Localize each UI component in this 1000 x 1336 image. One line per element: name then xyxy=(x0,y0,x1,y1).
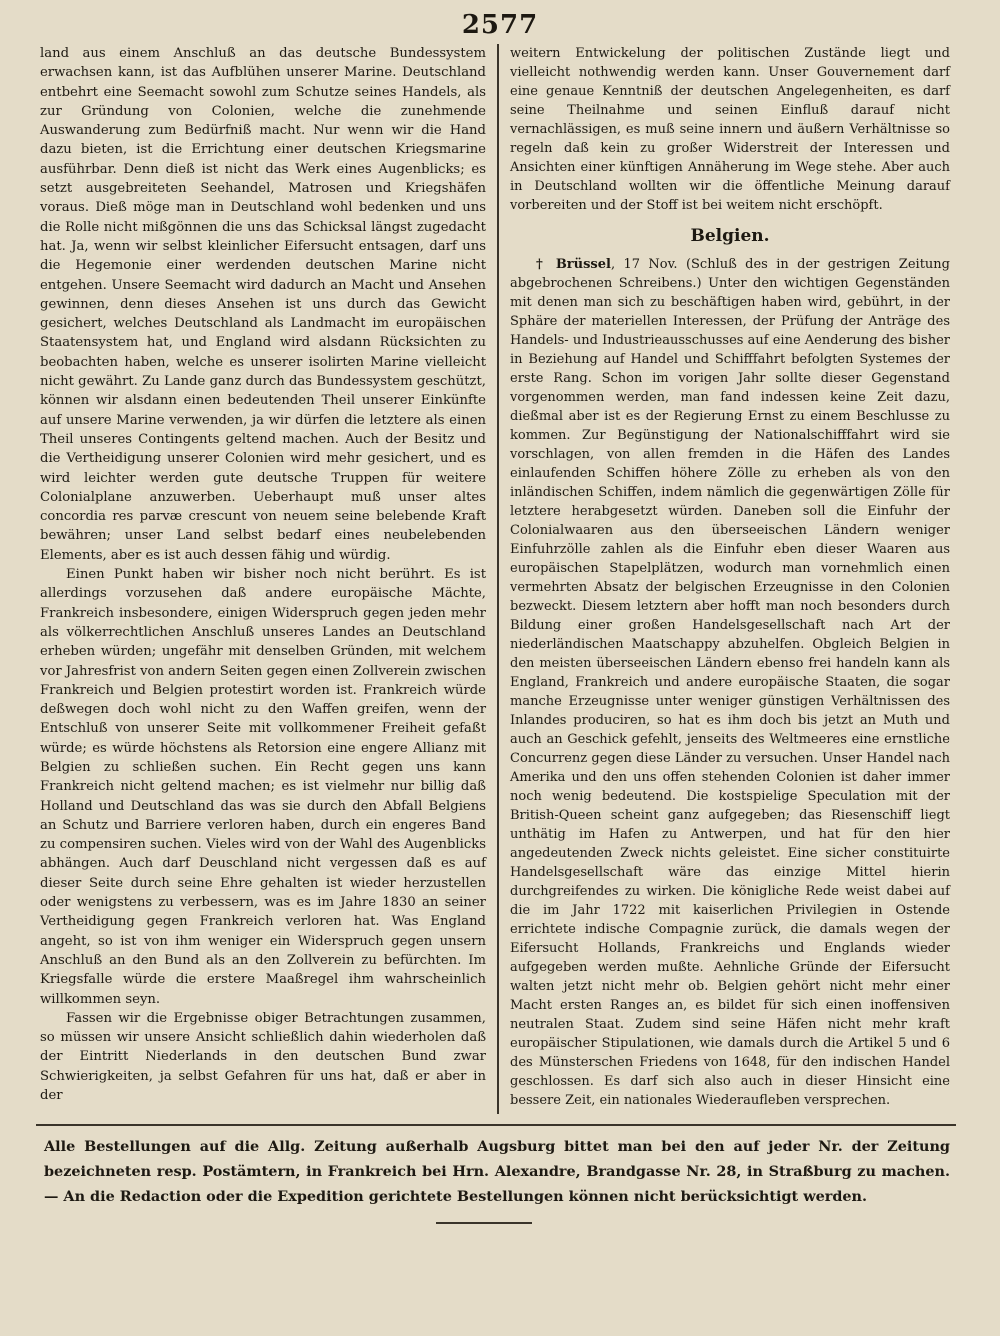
page-number: 2577 xyxy=(461,10,539,40)
article-text: (Schluß des in der gestrigen Zeitung abgebrochenen Schreibens.) Unter den wichtigen Gegenständen mit denen man sich zu beschäftigen haben wird, gebührt, in der Sphäre der materiellen Interessen, der Prüfung der Anträge des Handels- und Industrieausschusses auf eine Aenderung des bisher in Beziehung auf Handel und Schifffahrt befolgten Systemes der erste Rang. Schon im vorigen Jahr sollte dieser Gegenstand vorgenommen werden, man fand indessen keine Zeit dazu, dießmal aber ist es der Regierung Ernst zu einem Beschlusse zu kommen. Zur Begünstigung der Nationalschifffahrt wird sie vorschlagen, von allen fremden in die Häfen des Landes einlaufenden Schiffen höhere Zölle zu erheben als von den inländischen Schiffen, indem nämlich die gegenwärtigen Zölle für letztere herabgesetzt würden. Daneben soll die Einfuhr der Colonialwaaren aus den überseeischen Ländern weniger Einfuhrzölle zahlen als die Einfuhr eben dieser Waaren aus europäischen Stapelplätzen, wodurch man vornehmlich einen vermehrten Absatz der belgischen Erzeugnisse in den Colonien bezweckt. Diesem letztern aber hofft man noch besonders durch Bildung einer großen Handelsgesellschaft nach Art der niederländischen Maatschappy abzuhelfen. Obgleich Belgien in den meisten überseeischen Ländern ebenso frei handeln kann als England, Frankreich und andere europäische Staaten, die sogar manche Erzeugnisse unter weniger günstigen Verhältnissen des Inlandes produciren, so hat es ihm doch bis jetzt an Muth und auch an Geschick gefehlt, jenseits des Weltmeeres eine ernstliche Concurrenz gegen diese Länder zu versuchen. Unser Handel nach Amerika und den uns offen stehenden Colonien ist daher immer noch wenig bedeutend. Die kostspielige Speculation mit der British-Queen scheint ganz aufgegeben; das Riesenschiff liegt unthätig im Hafen zu Antwerpen, und hat für den hier angedeutenden Zweck nichts geleistet. Eine sicher constituirte Handelsgesellschaft wäre das einzige Mittel hierin durchgreifendes zu wirken. Die königliche Rede weist dabei auf die im Jahr 1722 mit kaiserlichen Privilegien in Ostende errichtete indische Compagnie zurück, die damals wegen der Eifersucht Hollands, Frankreichs und Englands wieder aufgegeben werden mußte. Aehnliche Gründe der Eifersucht walten jetzt nicht mehr ob. Belgien gehört nicht mehr einer Macht ersten Ranges an, es bildet für sich einen inoffensiven neutralen Staat. Zudem sind seine Häfen nicht mehr kraft europäischer Stipulationen, wie damals durch die Artikel 5 und 6 des Münsterschen Friedens von 1648, für den indischen Handel geschlossen. Es darf sich also auch in dieser Hinsicht eine bessere Zeit, ein nationales Wiederaufleben versprechen. xyxy=(510,257,950,1108)
footer-divider xyxy=(36,1124,956,1126)
subscription-notice: Alle Bestellungen auf die Allg. Zeitung außerhalb Augsburg bittet man bei den auf jeder Nr. der Zeitung bezeichneten resp. Postämtern, in Frankreich bei Hrn. Alexandre, Brandgasse Nr. 28, in Straßburg zu machen. — An die Redaction oder die Expedition gerichtete Bestellungen können nicht berücksichtigt werden. xyxy=(44,1138,950,1205)
left-column xyxy=(40,44,486,1116)
section-heading-belgien: Belgien. xyxy=(690,226,770,246)
dateline-place: † Brüssel xyxy=(536,257,611,272)
end-rule xyxy=(436,1222,532,1224)
right-continued-paragraph: weitern Entwickelung der politischen Zustände liegt und vielleicht nothwendig werden kann. Unser Gouvernement darf eine genaue Kenntniß der deutschen Angelegenheiten, es darf seine Theilnahme und seinen Einfluß darauf nicht vernachlässigen, es muß seine innern und äußern Verhältnisse so regeln daß kein zu großer Widerstreit der Interessen und Ansichten einer künftigen Annäherung im Wege stehe. Aber auch in Deutschland wollten wir die öffentliche Meinung darauf vorbereiten und der Stoff ist bei weitem nicht erschöpft. xyxy=(510,46,950,213)
belgien-article xyxy=(510,255,950,1110)
dateline-date: , 17 Nov. xyxy=(610,257,678,272)
column-divider xyxy=(497,44,499,1114)
left-paragraph-1: land aus einem Anschluß an das deutsche Bundessystem erwachsen kann, ist das Aufblühen unserer Marine. Deutschland entbehrt eine Seemacht sowohl zum Schutze seines Handels, als zur Gründung von Colonien, welche die zunehmende Auswanderung zum Bedürfniß macht. Nur wenn wir die Hand dazu bieten, ist die Errichtung einer deutschen Kriegsmarine ausführbar. Denn dieß ist nicht das Werk eines Augenblicks; es setzt ausgebreiteten Seehandel, Matrosen und Kriegshäfen voraus. Dieß möge man in Deutschland wohl bedenken und uns die Rolle nicht mißgönnen die uns das Schicksal längst zugedacht hat. Ja, wenn wir selbst kleinlicher Eifersucht entsagen, darf uns die Hegemonie einer werdenden deutschen Marine nicht entgehen. Unsere Seemacht wird dadurch an Macht und Ansehen gewinnen, denn dieses Ansehen ist uns durch das Gewicht gesichert, welches Deutschland als Landmacht im europäischen Staatensystem hat, und England wird alsdann Rücksichten zu beobachten haben, welche es unserer isolirten Marine vielleicht nicht gewährt. Zu Lande ganz durch das Bundessystem geschützt, können wir alsdann einen bedeutenden Theil unserer Einkünfte auf unsere Marine verwenden, ja wir dürfen die letztere als einen Theil unseres Contingents geltend machen. Auch der Besitz und die Vertheidigung unserer Colonien wird mehr gesichert, und es wird leichter werden gute deutsche Truppen für weitere Colonialplane anzuwerben. Ueberhaupt muß unser altes concordia res parvæ crescunt von neuem seine belebende Kraft bewähren; unser Land selbst bedarf eines neubelebenden Elements, aber es ist auch dessen fähig und würdig. xyxy=(40,46,486,563)
left-paragraph-2: Einen Punkt haben wir bisher noch nicht berührt. Es ist allerdings vorzusehen daß andere europäische Mächte, Frankreich insbesondere, einigen Widerspruch gegen jeden mehr als völkerrechtlichen Anschluß unseres Landes an Deutschland erheben würden; ungefähr mit denselben Gründen, mit welchem vor Jahresfrist von andern Seiten gegen einen Zollverein zwischen Frankreich und Belgien protestirt worden ist. Frankreich würde deßwegen doch wohl nicht zu den Waffen greifen, wenn der Entschluß von unserer Seite mit vollkommener Freiheit gefaßt würde; es würde höchstens als Retorsion eine engere Allianz mit Belgien zu schließen suchen. Ein Recht gegen uns kann Frankreich nicht geltend machen; es ist vielmehr nur billig daß Holland und Deutschland das was sie durch den Abfall Belgiens an Schutz und Barriere verloren haben, durch ein engeres Band zu compensiren suchen. Vieles wird von der Wahl des Augenblicks abhängen. Auch darf Deuschland nicht vergessen daß es auf dieser Seite durch seine Ehre gehalten ist wieder herzustellen oder wenigstens zu verbessern, was es im Jahre 1830 an seiner Vertheidigung gegen Frankreich verloren hat. Was England angeht, so ist von ihm weniger ein Widerspruch gegen unsern Anschluß an den Bund als an den Zollverein zu befürchten. Im Kriegsfalle würde die erstere Maaßregel ihm wahrscheinlich willkommen seyn. xyxy=(40,567,486,1007)
right-column xyxy=(510,44,950,1116)
left-paragraph-3: Fassen wir die Ergebnisse obiger Betrachtungen zusammen, so müssen wir unsere Ansicht schließlich dahin wiederholen daß der Eintritt Niederlands in den deutschen Bund zwar Schwierigkeiten, ja selbst Gefahren für uns hat, daß er aber in der xyxy=(40,1010,486,1104)
